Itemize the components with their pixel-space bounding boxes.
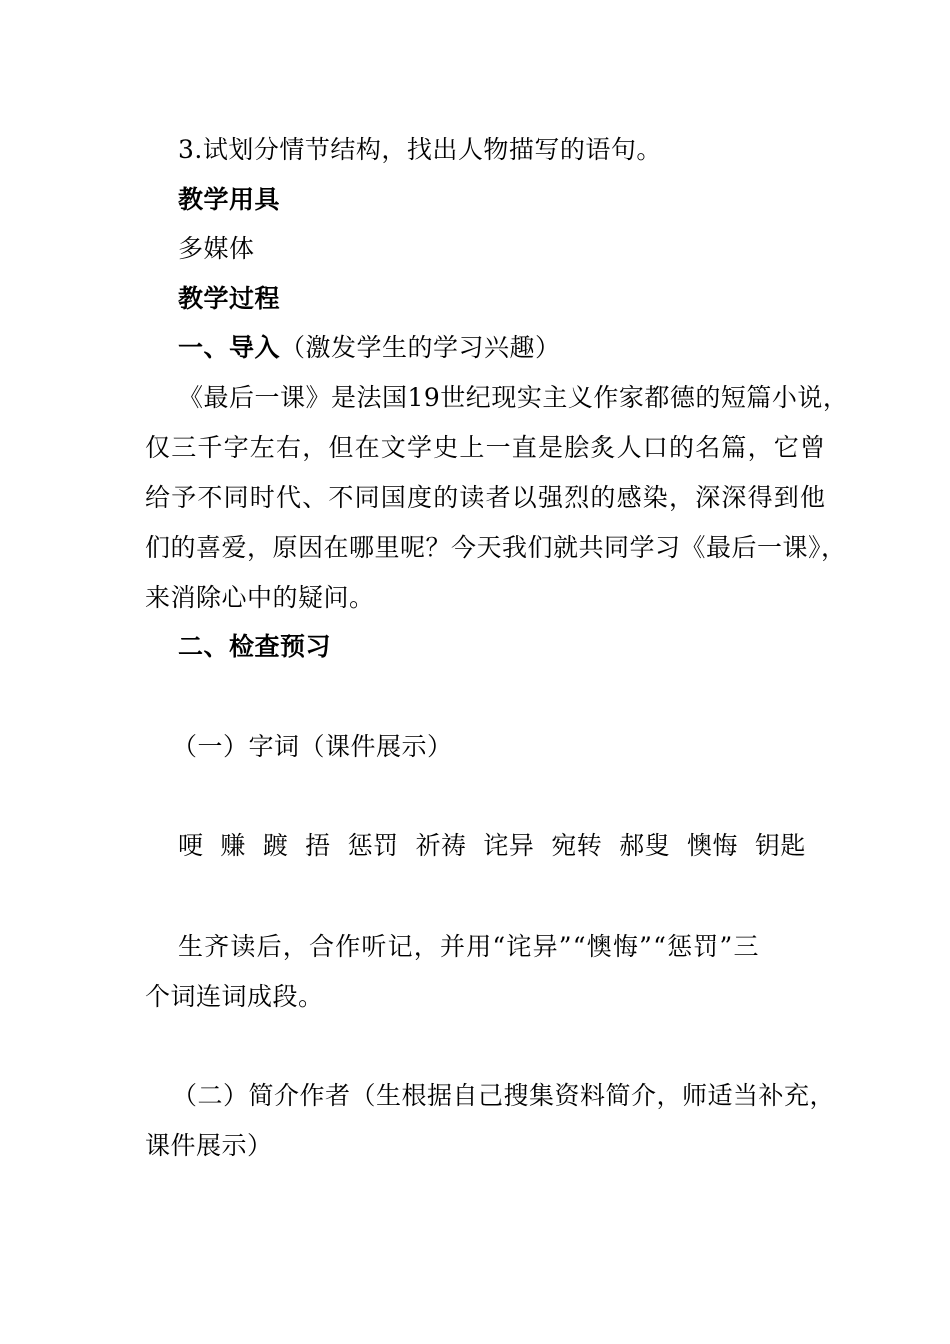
activity-line-2: 个词连词成段。: [145, 982, 324, 1011]
section-1-heading: 一、导入: [178, 333, 281, 362]
objective-3: 3.试划分情节结构，找出人物描写的语句。: [178, 135, 662, 164]
teaching-tools-heading: 教学用具: [178, 185, 281, 214]
teaching-tools-value: 多媒体: [178, 234, 255, 263]
teaching-process-heading: 教学过程: [178, 284, 281, 313]
vocabulary-heading: （一）字词（课件展示）: [172, 732, 453, 761]
intro-paragraph-line-5: 来消除心中的疑问。: [145, 583, 375, 612]
section-2-heading: 二、检查预习: [178, 632, 332, 661]
author-intro-line-2: 课件展示）: [145, 1131, 273, 1160]
vocabulary-list: 哽 赚 踱 捂 惩罚 祈祷 诧异 宛转 郝叟 懊悔 钥匙: [178, 831, 806, 860]
author-intro-line-1: （二）简介作者（生根据自己搜集资料简介，师适当补充，: [172, 1081, 836, 1110]
section-1-title: [178, 333, 561, 363]
intro-paragraph-line-1: 《最后一课》是法国19世纪现实主义作家都德的短篇小说，: [178, 383, 849, 412]
intro-paragraph-line-2: 仅三千字左右，但在文学史上一直是脍炙人口的名篇，它曾: [145, 433, 827, 462]
intro-paragraph-line-4: 们的喜爱，原因在哪里呢？今天我们就共同学习《最后一课》，: [145, 533, 847, 562]
activity-line-1: 生齐读后，合作听记，并用“诧异”“懊悔”“惩罚”三: [178, 932, 760, 961]
intro-paragraph-line-3: 给予不同时代、不同国度的读者以强烈的感染，深深得到他: [145, 483, 827, 512]
section-1-note: （激发学生的学习兴趣）: [280, 333, 561, 362]
